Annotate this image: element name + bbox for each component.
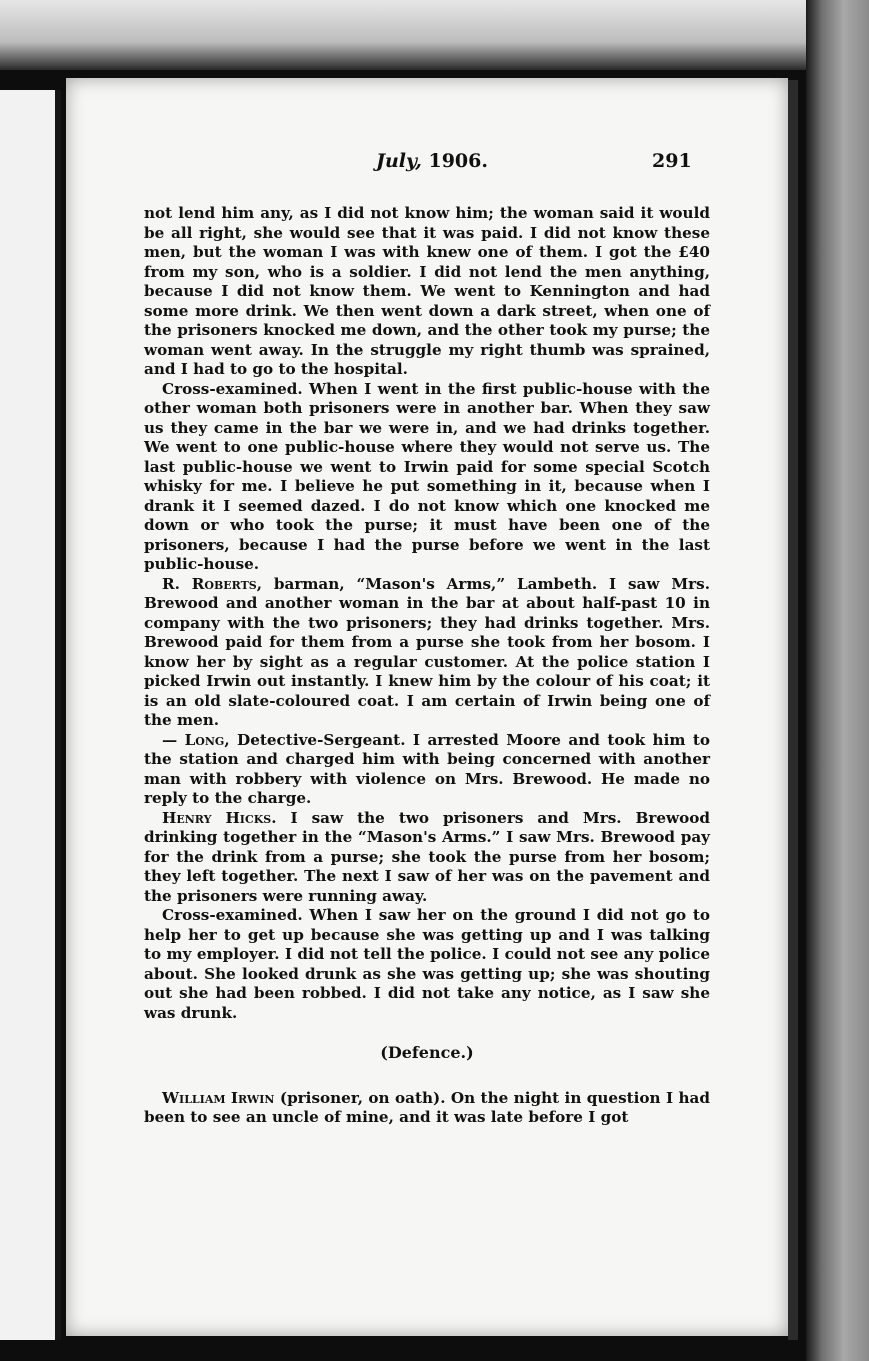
section-heading: (Defence.) — [380, 1043, 474, 1062]
prisoner-name: William Irwin — [162, 1088, 275, 1107]
paragraph-4-text: , Detective-Sergeant. I arrested Moore and took him to the station and charged him with being concerned with another man with robbery with violence on Mrs. Brewood. He made no reply to the charge. — [144, 730, 710, 807]
witness-name: — Long — [162, 730, 225, 749]
witness-name: Henry Hicks — [162, 808, 272, 827]
body-text — [144, 204, 710, 1128]
scan-right-margin — [806, 0, 869, 1361]
page-number: 291 — [652, 150, 692, 172]
running-title-month: July, — [376, 150, 422, 172]
paragraph-3-text: , barman, “Mason's Arms,” Lambeth. I saw Mrs. Brewood and another woman in the bar at about half-past 10 in company with the two prisoners; they had drinks together. Mrs. Brewood paid for them from a purse she took from her bosom. I know her by sight as a regular customer. At the police station I picked Irwin out instantly. I knew him by the colour of his coat; it is an old slate-coloured coat. I am certain of Irwin being one of the men. — [144, 574, 710, 729]
scan-top-margin — [0, 0, 869, 70]
running-head — [66, 150, 788, 180]
facing-page-edge — [0, 90, 61, 1340]
defence-paragraph-text: (prisoner, on oath). On the night in question I had been to see an uncle of mine, and it was late before I got — [144, 1088, 710, 1126]
running-title — [376, 150, 488, 172]
paragraph-2: Cross-examined. When I went in the first public-house with the other woman both prisoners were in another bar. When they saw us they came in the bar we were in, and we had drinks together. We went to one public-house where they would not serve us. The last public-house we went to Irwin paid for some special Scotch whisky for me. I believe he put something in it, because when I drank it I seemed dazed. I do not know which one knocked me down or who took the purse; it must have been one of the prisoners, because I had the purse before we went in the last public-house. — [144, 379, 710, 573]
paragraph-3 — [144, 575, 710, 731]
paragraph-5-text: . I saw the two prisoners and Mrs. Brewood drinking together in the “Mason's Arms.” I saw Mrs. Brewood pay for the drink from a purse; she took the purse from her bosom; they left together. The next I saw of her was on the pavement and the prisoners were running away. — [144, 808, 710, 905]
paragraph-1: not lend him any, as I did not know him; the woman said it would be all right, she would see that it was paid. I did not know these men, but the woman I was with knew one of them. I got the £40 from my son, who is a soldier. I did not lend the men anything, because I did not know them. We went to Kennington and had some more drink. We then went down a dark street, when one of the prisoners knocked me down, and the other took my purse; the woman went away. In the struggle my right thumb was sprained, and I had to go to the hospital. — [144, 204, 710, 378]
paragraph-6: Cross-examined. When I saw her on the ground I did not go to help her to get up because she was getting up and I was talking to my employer. I did not tell the police. I could not see any police about. She looked drunk as she was getting up; she was shouting out she had been robbed. I did not take any notice, as I saw she was drunk. — [144, 906, 710, 1022]
page-edge-shadow — [788, 80, 798, 1340]
book-page — [66, 78, 788, 1336]
paragraph-4 — [144, 731, 710, 809]
witness-name: R. Roberts — [162, 574, 257, 593]
paragraph-5 — [144, 809, 710, 907]
running-title-year: 1906. — [428, 150, 488, 172]
defence-paragraph — [144, 1089, 710, 1128]
